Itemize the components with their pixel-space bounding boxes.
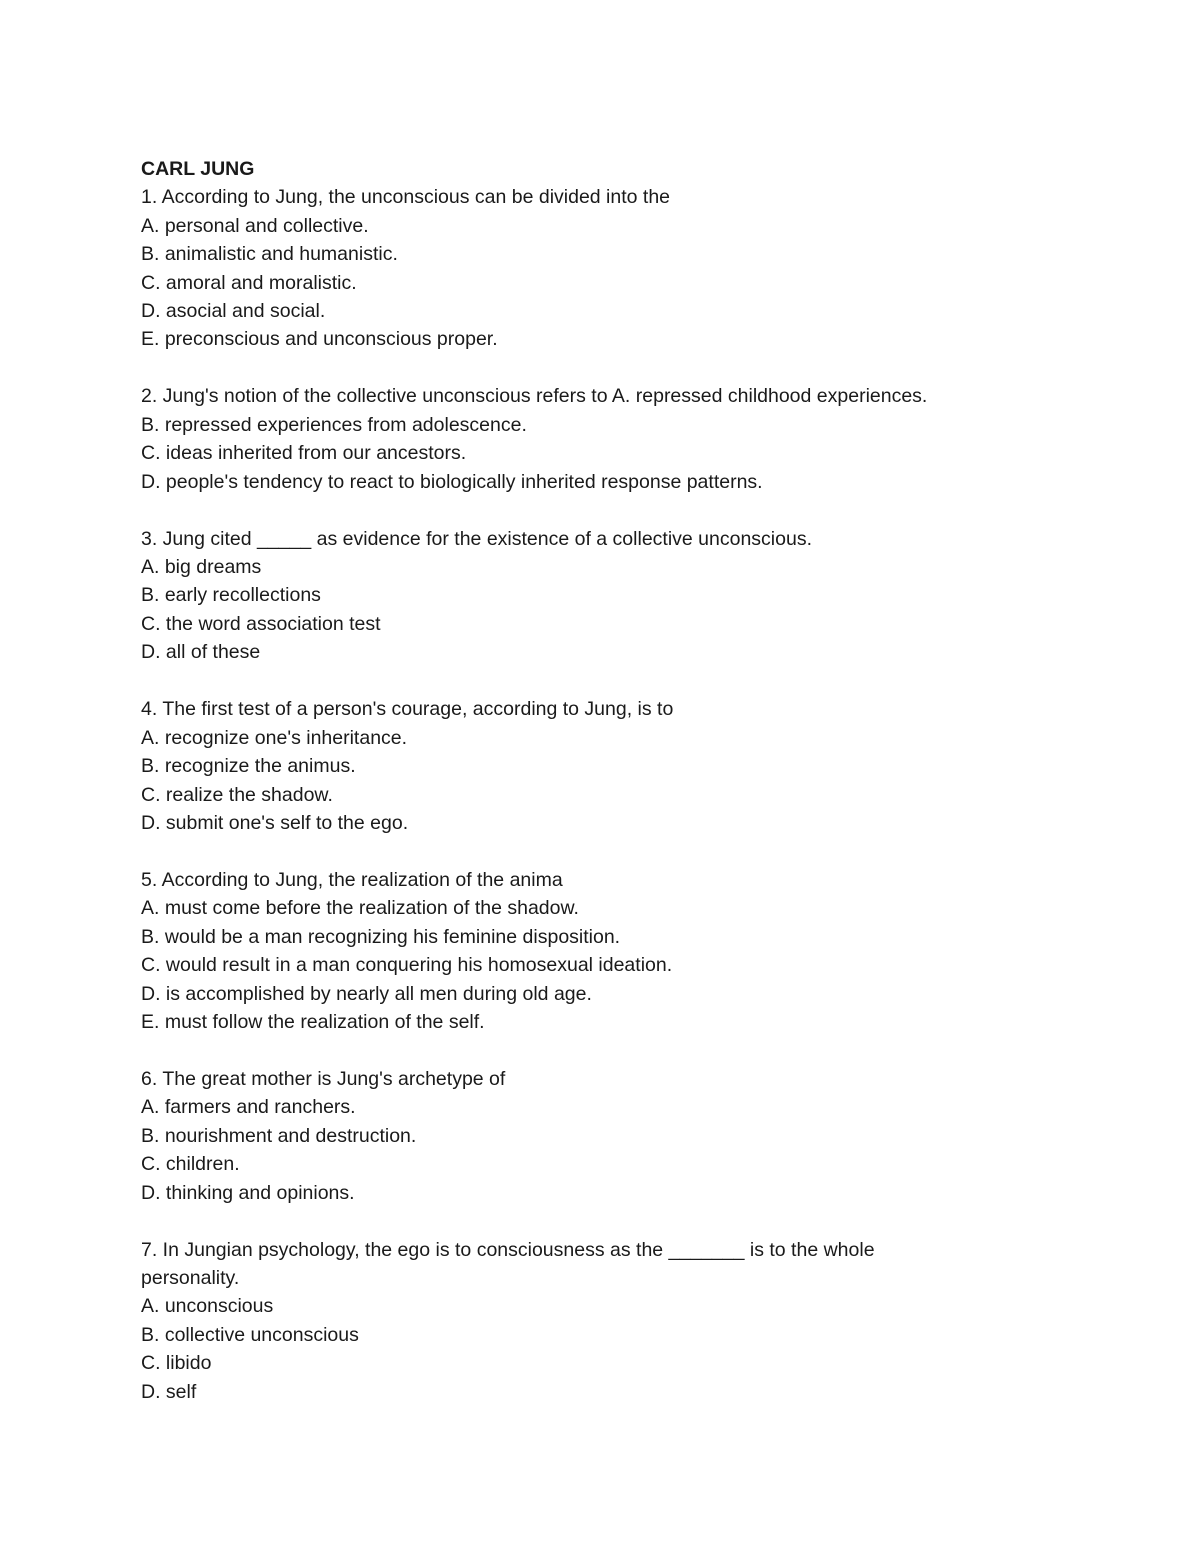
answer-option: B. animalistic and humanistic. xyxy=(141,243,398,266)
question-5 xyxy=(141,866,1141,1036)
question-1 xyxy=(141,183,1141,353)
answer-option: C. libido xyxy=(141,1352,212,1375)
answer-option: D. thinking and opinions. xyxy=(141,1181,355,1204)
question-text: 4. The first test of a person's courage, according to Jung, is to xyxy=(141,698,674,721)
question-6 xyxy=(141,1065,1141,1207)
answer-option: A. must come before the realization of the shadow. xyxy=(141,897,579,920)
answer-option: D. self xyxy=(141,1380,197,1403)
answer-option: C. the word association test xyxy=(141,612,381,635)
answer-option: C. amoral and moralistic. xyxy=(141,271,357,294)
answer-option: E. must follow the realization of the self. xyxy=(141,1010,485,1033)
answer-option: A. recognize one's inheritance. xyxy=(141,726,408,749)
answer-option: B. nourishment and destruction. xyxy=(141,1124,417,1147)
question-text: 3. Jung cited _____ as evidence for the existence of a collective unconscious. xyxy=(141,527,812,550)
answer-option: B. would be a man recognizing his feminine disposition. xyxy=(141,925,621,948)
question-text: 7. In Jungian psychology, the ego is to consciousness as the _______ is to the whole personality. xyxy=(141,1238,880,1289)
question-4 xyxy=(141,695,1141,837)
answer-option: D. is accomplished by nearly all men during old age. xyxy=(141,982,592,1005)
answer-option: C. would result in a man conquering his homosexual ideation. xyxy=(141,954,673,977)
answer-option: D. people's tendency to react to biologically inherited response patterns. xyxy=(141,470,763,493)
answer-option: B. collective unconscious xyxy=(141,1323,359,1346)
answer-option: D. asocial and social. xyxy=(141,300,326,323)
question-text: 2. Jung's notion of the collective unconscious refers to A. repressed childhood experiences. xyxy=(141,385,928,408)
question-text: 1. According to Jung, the unconscious can be divided into the xyxy=(141,186,671,209)
answer-option: A. farmers and ranchers. xyxy=(141,1096,356,1119)
document-title: CARL JUNG xyxy=(141,158,255,180)
answer-option: C. children. xyxy=(141,1153,240,1176)
answer-option: D. all of these xyxy=(141,641,261,664)
answer-option: A. big dreams xyxy=(141,556,262,579)
question-text: 5. According to Jung, the realization of the anima xyxy=(141,868,563,891)
question-7 xyxy=(141,1236,1141,1406)
answer-option: A. personal and collective. xyxy=(141,214,369,237)
answer-option: D. submit one's self to the ego. xyxy=(141,811,409,834)
question-2 xyxy=(141,382,1141,496)
answer-option: B. early recollections xyxy=(141,584,321,607)
document-page xyxy=(141,155,1141,1435)
answer-option: A. unconscious xyxy=(141,1295,274,1318)
answer-option: E. preconscious and unconscious proper. xyxy=(141,328,498,351)
question-text: 6. The great mother is Jung's archetype of xyxy=(141,1067,506,1090)
answer-option: B. recognize the animus. xyxy=(141,755,356,778)
answer-option: C. realize the shadow. xyxy=(141,783,333,806)
answer-option: B. repressed experiences from adolescence. xyxy=(141,413,527,436)
answer-option: C. ideas inherited from our ancestors. xyxy=(141,442,467,465)
question-3 xyxy=(141,525,1141,667)
